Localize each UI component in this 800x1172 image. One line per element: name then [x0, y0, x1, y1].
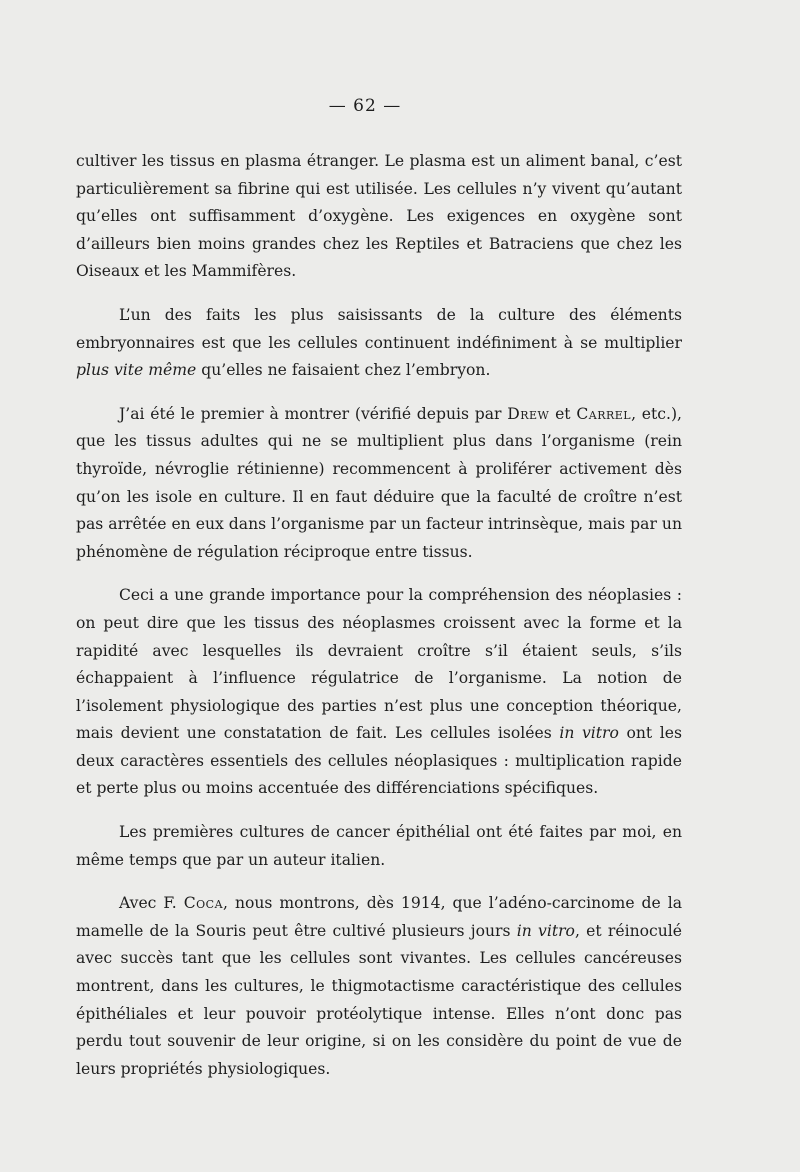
paragraph-2-text-a: L’un des faits les plus saisissants de la culture des éléments embryonnaires est que les cellules continuent indéfiniment à se multiplier — [76, 305, 682, 352]
paragraph-6 — [76, 890, 682, 1083]
paragraph-3-text-c: , etc.), que les tissus adultes qui ne se multiplient plus dans l’organisme (rein thyroïde, névroglie rétinienne) recommencent à proliférer activement dès qu’on les isole en culture. Il en faut déduire que la faculté de croître n’est pas arrêtée en eux dans l’organisme par un facteur intrinsèque, mais par un phénomène de régulation réciproque entre tissus. — [76, 404, 683, 561]
paragraph-4-text-a: Ceci a une grande importance pour la compréhension des néoplasies : on peut dire que les tissus des néoplasmes croissent avec la forme et la rapidité avec lesquelles ils devraient croître s’il étaient seuls, s’ils échappaient à l’influence régulatrice de l’organisme. La notion de l’isolement physiologique des parties n’est plus une conception théorique, mais devient une constatation de fait. Les cellules isolées — [76, 586, 682, 743]
paragraph-3 — [76, 401, 682, 567]
paragraph-4-text-c: ont les deux caractères essentiels des cellules néoplasiques : multiplication rapide et perte plus ou moins accentuée des différenciations spécifiques. — [76, 724, 682, 798]
author-name-drew: Drew — [507, 404, 550, 423]
paragraph-2 — [76, 302, 682, 385]
author-name-coca: Coca — [183, 894, 224, 913]
paragraph-3-text-b: et — [549, 404, 577, 423]
paragraph-6-text-b: , nous montrons, dès 1914, que l’adéno-carcinome de la mamelle de la Souris peut être cultivé plusieurs jours — [76, 894, 682, 940]
paragraph-2-text-c: qu’elles ne faisaient chez l’embryon. — [196, 361, 491, 380]
paragraph-4 — [76, 582, 682, 803]
page-number: — 62 — — [328, 96, 402, 116]
paragraph-6-italic: in vitro — [516, 921, 575, 940]
author-name-carrel: Carrel — [576, 404, 632, 423]
paragraph-5 — [76, 819, 682, 874]
paragraph-5-text: Les premières cultures de cancer épithélial ont été faites par moi, en même temps que par un auteur italien. — [76, 823, 682, 869]
paragraph-1 — [76, 148, 682, 286]
paragraph-2-italic: plus vite même — [76, 361, 197, 380]
paragraph-4-italic: in vitro — [559, 724, 619, 743]
body-text — [76, 148, 682, 1083]
paragraph-6-text-a: Avec F. — [119, 894, 184, 913]
paragraph-6-text-d: , et réinoculé avec succès tant que les cellules sont vivantes. Les cellules cancéreuses montrent, dans les cultures, le thigmotactisme caractéristique des cellules épithéliales et leur pouvoir protéolytique intense. Elles n’ont donc pas perdu tout souvenir de leur origine, si on les considère du point de vue de leurs propriétés physiologiques. — [76, 921, 682, 1078]
paragraph-3-text-a: J’ai été le premier à montrer (vérifié depuis par — [119, 404, 508, 423]
paragraph-1-text: cultiver les tissus en plasma étranger. Le plasma est un aliment banal, c’est particulièrement sa fibrine qui est utilisée. Les cellules n’y vivent qu’autant qu’elles ont suffisamment d’oxygène. Les exigences en oxygène sont d’ailleurs bien moins grandes chez les Reptiles et Batraciens que chez les Oiseaux et les Mammifères. — [76, 152, 682, 281]
